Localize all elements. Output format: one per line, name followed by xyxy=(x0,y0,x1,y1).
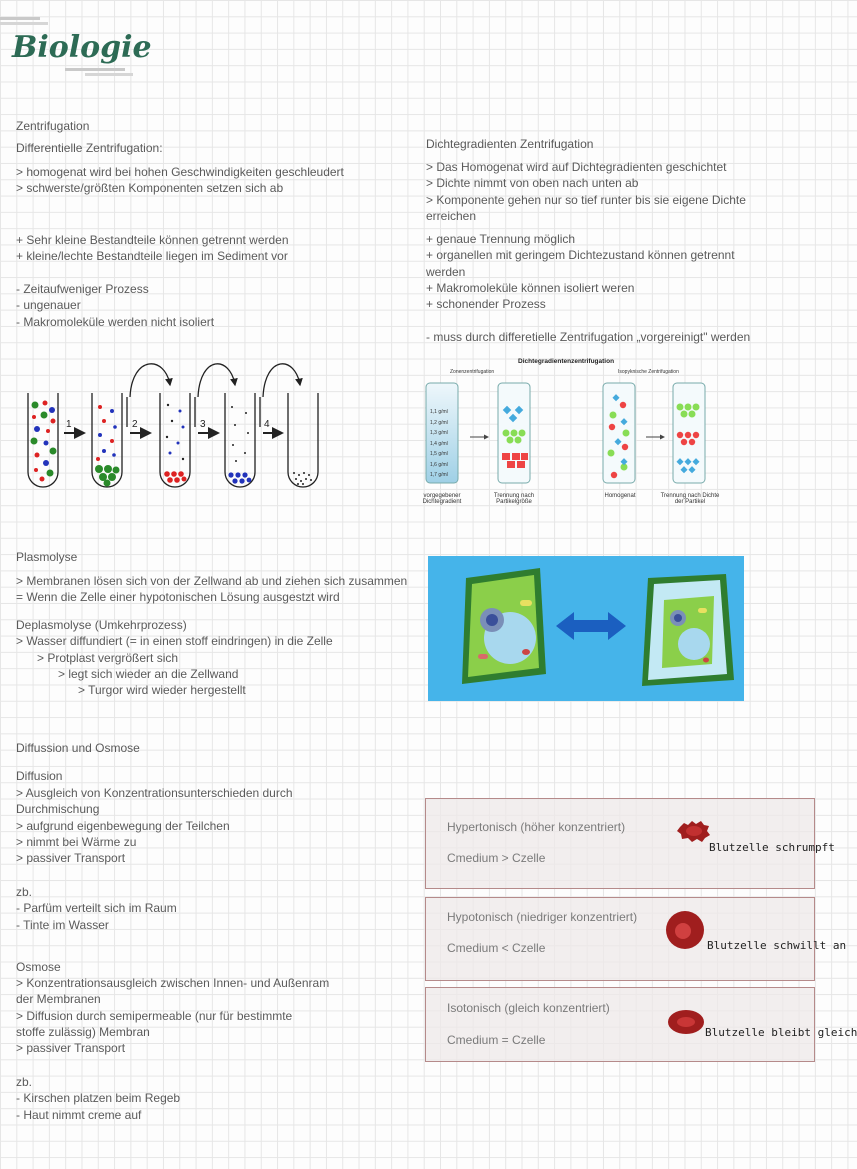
diffusion-line: > aufgrund eigenbewegung der Teilchen xyxy=(16,818,230,833)
solution-relation: Cmedium = Czelle xyxy=(447,1033,546,1047)
dichte-points xyxy=(426,159,746,224)
title-deco-bottom xyxy=(65,68,125,71)
solution-relation: Cmedium < Czelle xyxy=(447,941,546,955)
gradient-value: 1,7 g/ml xyxy=(430,472,448,478)
title-deco-top-2 xyxy=(0,22,48,25)
deplasmolyse-line: > Protplast vergrößert sich xyxy=(37,651,179,665)
solution-box-isotonic xyxy=(425,987,857,1062)
gradient-value: 1,5 g/ml xyxy=(430,451,448,457)
diffusion-line: > Ausgleich von Konzentrationsunterschieden durch xyxy=(16,786,293,800)
diffusion-line: > nimmt bei Wärme zu xyxy=(16,834,137,849)
dichte-pro: + schonender Prozess xyxy=(426,297,546,312)
title-deco-bottom-2 xyxy=(85,73,133,76)
solution-name: Isotonisch (gleich konzentriert) xyxy=(447,1001,610,1015)
diagram-step-1: 1 xyxy=(66,419,72,430)
diagram-step-3: 3 xyxy=(200,419,206,430)
differential-point: > schwerste/größten Komponenten setzen sich ab xyxy=(16,181,284,196)
dichte-point: > Komponente gehen nur so tief runter bis sie eigene Dichte xyxy=(426,192,746,207)
normal-blood-cell-icon xyxy=(666,1008,706,1036)
gradient-value: 1,6 g/ml xyxy=(430,461,448,468)
dichte-pro: + organellen mit geringem Dichtezustand können getrennt xyxy=(426,248,735,263)
osmose-example: - Haut nimmt creme auf xyxy=(16,1107,142,1122)
diffusion-example: - Parfüm verteilt sich im Raum xyxy=(16,901,177,916)
diagram-step-4: 4 xyxy=(264,419,270,430)
differential-point: > homogenat wird bei hohen Geschwindigkeiten geschleudert xyxy=(16,165,344,179)
density-figure-title: Dichtegradientenzentrifugation xyxy=(518,358,615,365)
gradient-value: 1,2 g/ml xyxy=(430,419,448,426)
dichte-pro: + Makromoleküle können isoliert weren xyxy=(426,280,635,295)
dichte-point: > Das Homogenat wird auf Dichtegradienten geschichtet xyxy=(426,160,727,174)
osmose-example: zb. xyxy=(16,1075,33,1089)
osmose-line: > Konzentrationsausgleich zwischen Innen- und Außenram xyxy=(16,976,330,990)
zentrifugation-heading: Zentrifugation xyxy=(16,119,90,133)
diffusion-osmose-heading: Diffussion und Osmose xyxy=(16,741,140,755)
dichte-point: erreichen xyxy=(426,208,477,223)
plasmolyse-lines xyxy=(16,573,407,606)
dichte-pro: + genaue Trennung möglich xyxy=(426,232,576,246)
density-tubes xyxy=(418,375,738,490)
caption-density: Trennung nach Dichte der Partikel xyxy=(660,493,720,505)
solution-box-hypertonic xyxy=(425,798,835,889)
solution-name: Hypotonisch (niedriger konzentriert) xyxy=(447,910,638,924)
osmose-line: > passiver Transport xyxy=(16,1041,126,1056)
solution-note: Blutzelle schwillt an xyxy=(707,939,847,952)
solution-name: Hypertonisch (höher konzentriert) xyxy=(447,820,626,834)
differential-pro: + Sehr kleine Bestandteile können getrennt werden xyxy=(16,233,289,247)
solution-relation: Cmedium > Czelle xyxy=(447,851,546,865)
diffusion-line: > passiver Transport xyxy=(16,851,126,866)
dichte-pro: werden xyxy=(426,264,466,279)
zonal-label: Zonenzentrifugation xyxy=(450,369,495,375)
swollen-blood-cell-icon xyxy=(664,908,706,952)
deplasmolyse-line: > legt sich wieder an die Zellwand xyxy=(58,667,239,681)
osmose-lines xyxy=(16,975,329,1056)
gradient-value: 1,4 g/ml xyxy=(430,440,448,447)
osmose-examples xyxy=(16,1074,180,1123)
osmose-line: > Diffusion durch semipermeable (nur für bestimmte xyxy=(16,1008,293,1023)
diffusion-example: - Tinte im Wasser xyxy=(16,917,109,932)
diffusion-heading: Diffusion xyxy=(16,769,63,783)
plasmolyse-line: = Wenn die Zelle einer hypotonischen Lösung ausgestzt wird xyxy=(16,590,340,605)
differential-centrifugation-diagram xyxy=(20,355,330,495)
solution-box-hypotonic xyxy=(425,897,847,981)
plasmolyse-heading: Plasmolyse xyxy=(16,550,78,564)
diagram-step-2: 2 xyxy=(132,419,138,430)
differential-heading: Differentielle Zentrifugation: xyxy=(16,141,163,155)
dichte-pros xyxy=(426,231,735,312)
gradient-value: 1,1 g/ml xyxy=(430,409,448,415)
diffusion-examples xyxy=(16,884,177,933)
deplasmolyse-line: > Turgor wird wieder hergestellt xyxy=(78,683,246,697)
diffusion-line: Durchmischung xyxy=(16,802,100,817)
diffusion-example: zb. xyxy=(16,885,33,899)
solution-note: Blutzelle schrumpft xyxy=(709,841,835,854)
differential-con: - ungenauer xyxy=(16,298,81,313)
differential-con: - Zeitaufweniger Prozess xyxy=(16,282,149,296)
dichte-point: > Dichte nimmt von oben nach unten ab xyxy=(426,176,639,191)
density-gradient-figure xyxy=(418,355,738,515)
differential-cons xyxy=(16,281,214,330)
page-title: Biologie xyxy=(12,30,152,65)
deplasmolyse-heading: Deplasmolyse (Umkehrprozess) xyxy=(16,618,187,632)
turgid-cell xyxy=(462,568,546,684)
caption-gradient: vorgegebener Dichtegradient xyxy=(422,493,462,505)
dichte-heading: Dichtegradienten Zentrifugation xyxy=(426,137,594,151)
gradient-value: 1,3 g/ml xyxy=(430,430,448,436)
gradient-scale xyxy=(430,409,448,483)
diffusion-lines xyxy=(16,785,293,866)
plasmolysed-cell xyxy=(642,574,734,686)
osmose-example: - Kirschen platzen beim Regeb xyxy=(16,1091,181,1106)
deplasmolyse-line: > Wasser diffundiert (= in einen stoff eindringen) in die Zelle xyxy=(16,634,333,648)
osmose-line: der Membranen xyxy=(16,992,101,1007)
caption-homogenat: Homogenat xyxy=(604,493,636,499)
osmose-line: stoffe zulässig) Membran xyxy=(16,1024,150,1039)
differential-con: - Makromoleküle werden nicht isoliert xyxy=(16,314,215,329)
plasmolysis-cell-illustration xyxy=(428,556,744,701)
osmose-heading: Osmose xyxy=(16,960,61,974)
differential-pro: + kleine/lechte Bestandteile liegen im Sediment vor xyxy=(16,249,288,264)
title-deco-top xyxy=(0,17,40,20)
shrunken-blood-cell-icon xyxy=(674,817,714,845)
dichte-note: - muss durch differetielle Zentrifugation „vorgereinigt" werden xyxy=(426,330,751,344)
solution-note: Blutzelle bleibt gleich xyxy=(705,1026,857,1039)
plasmolyse-line: > Membranen lösen sich von der Zellwand ab und ziehen sich zusammen xyxy=(16,574,408,588)
differential-points xyxy=(16,164,344,197)
isopycnic-label: Isopyknische Zentrifugation xyxy=(618,369,679,375)
caption-size: Trennung nach Partikelgröße xyxy=(493,493,535,505)
differential-pros xyxy=(16,232,289,265)
